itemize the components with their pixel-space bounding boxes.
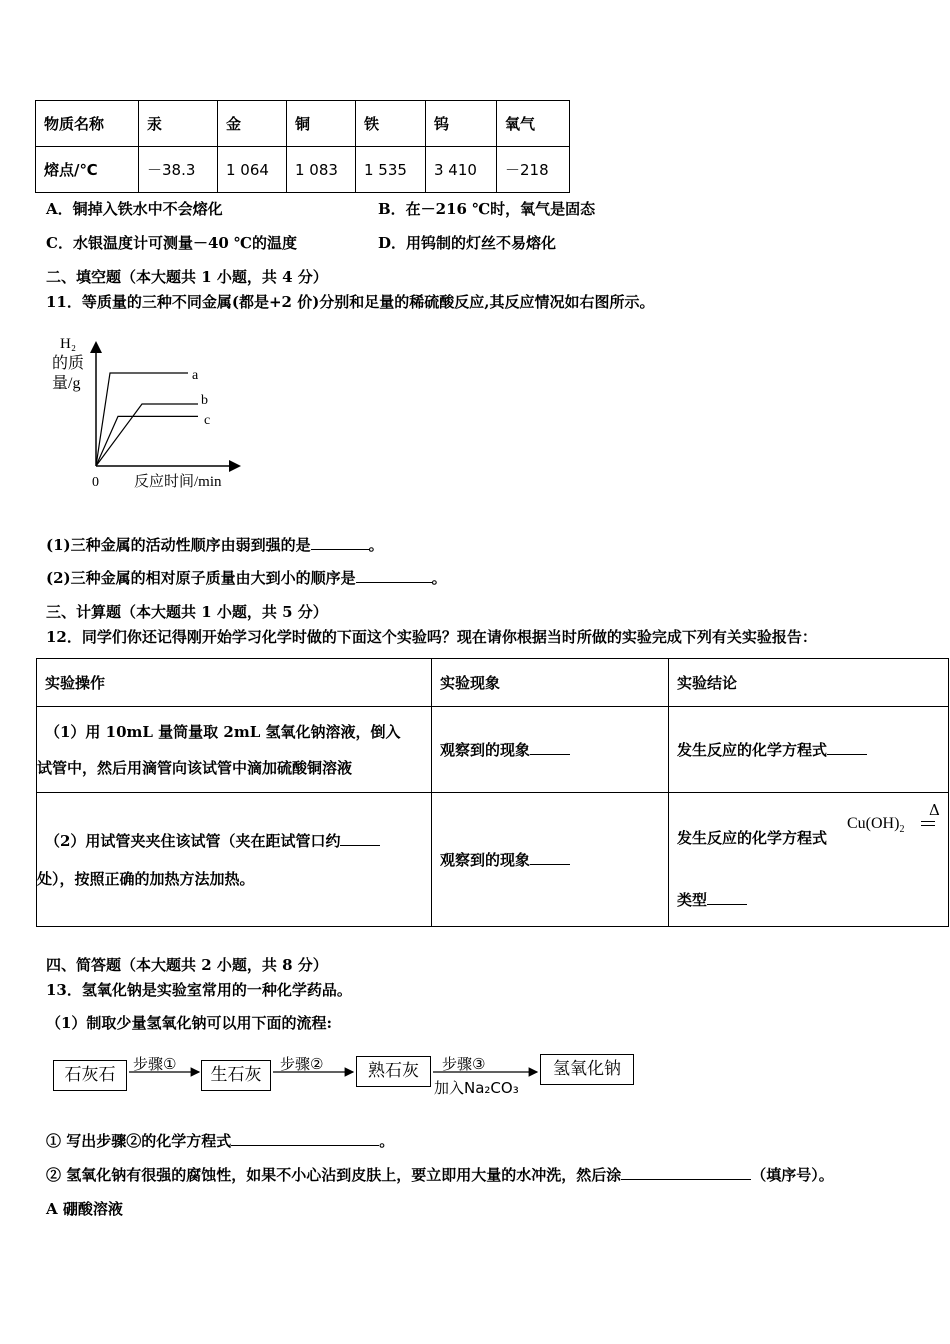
section-3-heading: 三、计算题（本大题共 1 小题，共 5 分） bbox=[46, 603, 328, 621]
formula-subscript: 2 bbox=[899, 824, 905, 836]
formula-text: Cu(OH) bbox=[847, 815, 900, 832]
table-cell: 1 083 bbox=[287, 147, 356, 193]
table-header: 实验现象 bbox=[432, 659, 669, 707]
table-cell: 铜 bbox=[287, 101, 356, 147]
answer-blank[interactable] bbox=[530, 740, 570, 755]
answer-blank[interactable] bbox=[530, 850, 570, 865]
question-11-stem: 11．等质量的三种不同金属(都是+2 价)分别和足量的稀硫酸反应,其反应情况如右图所示。 bbox=[46, 293, 655, 311]
table-row bbox=[37, 707, 949, 793]
melting-point-table bbox=[35, 100, 570, 193]
question-13-stem: 13．氢氧化钠是实验室常用的一种化学药品。 bbox=[46, 981, 352, 999]
flow-arrows bbox=[40, 1045, 640, 1105]
table-cell: 金 bbox=[218, 101, 287, 147]
answer-blank[interactable] bbox=[827, 740, 867, 755]
series-label-b: b bbox=[201, 393, 208, 408]
table-cell bbox=[432, 793, 669, 927]
type-label: 类型 bbox=[677, 891, 708, 909]
series-line-c bbox=[96, 416, 198, 466]
flow-box-slaked-lime: 熟石灰 bbox=[356, 1056, 431, 1087]
part-1-text: ① 写出步骤②的化学方程式 bbox=[46, 1132, 232, 1150]
part-2-text: ② 氢氧化钠有很强的腐蚀性，如果不小心沾到皮肤上，要立即用大量的水冲洗，然后涂 bbox=[46, 1166, 622, 1184]
x-label: 反应时间/min bbox=[134, 474, 222, 490]
option-a-boric-acid: A 硼酸溶液 bbox=[46, 1200, 123, 1218]
table-cell: 氧气 bbox=[497, 101, 570, 147]
table-cell bbox=[669, 793, 949, 927]
answer-blank[interactable] bbox=[340, 831, 380, 846]
table-row bbox=[36, 101, 570, 147]
flow-reagent: 加入Na₂CO₃ bbox=[434, 1079, 519, 1097]
question-13-part-2 bbox=[46, 1165, 834, 1185]
series-label-c: c bbox=[204, 413, 211, 428]
experiment-report-table bbox=[36, 658, 949, 927]
section-4-heading: 四、简答题（本大题共 2 小题，共 8 分） bbox=[46, 956, 328, 974]
part-1-end: 。 bbox=[379, 1132, 395, 1150]
table-cell: 汞 bbox=[139, 101, 218, 147]
phenomenon-label: 观察到的现象 bbox=[440, 741, 531, 759]
reaction-chart-svg bbox=[40, 330, 260, 500]
answer-blank[interactable] bbox=[707, 890, 747, 905]
option-d: D．用钨制的灯丝不易熔化 bbox=[378, 234, 557, 252]
series-line-a bbox=[96, 373, 188, 466]
table-header: 实验结论 bbox=[669, 659, 949, 707]
table-cell: －38.3 bbox=[139, 147, 218, 193]
table-cell: 钨 bbox=[426, 101, 497, 147]
table-cell bbox=[432, 707, 669, 793]
option-b: B．在－216 ℃时，氧气是固态 bbox=[378, 200, 596, 218]
series-line-b bbox=[96, 404, 198, 466]
cell-text: （2）用试管夹夹住该试管（夹在距试管口约 bbox=[45, 831, 341, 850]
cell-line: 试管中，然后用滴管向该试管中滴加硫酸铜溶液 bbox=[37, 758, 353, 777]
cell-line: 处），按照正确的加热方法加热。 bbox=[37, 869, 255, 888]
y-label-line-2: 的质 bbox=[52, 355, 85, 372]
answer-blank[interactable] bbox=[311, 535, 369, 550]
sub-2-end: 。 bbox=[431, 569, 447, 587]
reaction-type bbox=[677, 889, 747, 910]
origin-label: 0 bbox=[92, 475, 99, 490]
table-cell: 1 064 bbox=[218, 147, 287, 193]
question-11-sub-2 bbox=[46, 568, 447, 588]
table-cell: －218 bbox=[497, 147, 570, 193]
equals-line-top bbox=[921, 821, 935, 822]
answer-blank[interactable] bbox=[231, 1131, 379, 1146]
phenomenon-label: 观察到的现象 bbox=[440, 851, 531, 869]
table-cell: 铁 bbox=[356, 101, 426, 147]
cell-line bbox=[45, 822, 423, 860]
option-a: A．铜掉入铁水中不会熔化 bbox=[46, 200, 223, 218]
reaction-chart bbox=[40, 330, 260, 500]
table-cell: 熔点/℃ bbox=[36, 147, 139, 193]
question-13-sub-1: （1）制取少量氢氧化钠可以用下面的流程: bbox=[46, 1014, 332, 1032]
equals-line-bottom bbox=[921, 825, 935, 826]
question-13-part-1 bbox=[46, 1131, 394, 1151]
equation-label: 发生反应的化学方程式 bbox=[677, 741, 828, 759]
series-label-a: a bbox=[192, 368, 199, 383]
table-row bbox=[37, 659, 949, 707]
table-header: 实验操作 bbox=[37, 659, 432, 707]
flow-diagram bbox=[40, 1045, 640, 1105]
table-cell: 3 410 bbox=[426, 147, 497, 193]
question-12-stem: 12．同学们你还记得刚开始学习化学时做的下面这个实验吗？现在请你根据当时所做的实验完成下列有关实验报告： bbox=[46, 628, 817, 646]
table-cell: 1 535 bbox=[356, 147, 426, 193]
part-2-end: （填序号）。 bbox=[751, 1166, 834, 1184]
cell-line: （1）用 10mL 量筒量取 2mL 氢氧化钠溶液，倒入 bbox=[45, 722, 401, 741]
delta-symbol: Δ bbox=[929, 801, 940, 819]
flow-box-quicklime: 生石灰 bbox=[201, 1060, 271, 1091]
flow-step-2: 步骤② bbox=[280, 1055, 324, 1073]
option-c: C．水银温度计可测量－40 ℃的温度 bbox=[46, 234, 298, 252]
table-cell: 物质名称 bbox=[36, 101, 139, 147]
reaction-formula bbox=[847, 815, 904, 835]
equation-label: 发生反应的化学方程式 bbox=[677, 829, 828, 847]
y-label-line-1: H₂ bbox=[60, 336, 77, 352]
answer-blank[interactable] bbox=[621, 1165, 751, 1180]
sub-1-text: (1)三种金属的活动性顺序由弱到强的是 bbox=[46, 536, 311, 554]
flow-step-1: 步骤① bbox=[133, 1055, 177, 1073]
section-2-heading: 二、填空题（本大题共 1 小题，共 4 分） bbox=[46, 268, 328, 286]
table-row bbox=[37, 793, 949, 927]
sub-2-text: (2)三种金属的相对原子质量由大到小的顺序是 bbox=[46, 569, 356, 587]
sub-1-end: 。 bbox=[368, 536, 384, 554]
y-label-line-3: 量/g bbox=[52, 375, 81, 392]
table-row bbox=[36, 147, 570, 193]
answer-blank[interactable] bbox=[356, 568, 432, 583]
table-cell bbox=[37, 707, 432, 793]
question-11-sub-1 bbox=[46, 535, 384, 555]
flow-box-sodium-hydroxide: 氢氧化钠 bbox=[540, 1054, 634, 1085]
flow-box-limestone: 石灰石 bbox=[53, 1060, 127, 1091]
table-cell bbox=[669, 707, 949, 793]
flow-step-3: 步骤③ bbox=[442, 1055, 486, 1073]
table-cell bbox=[37, 793, 432, 927]
